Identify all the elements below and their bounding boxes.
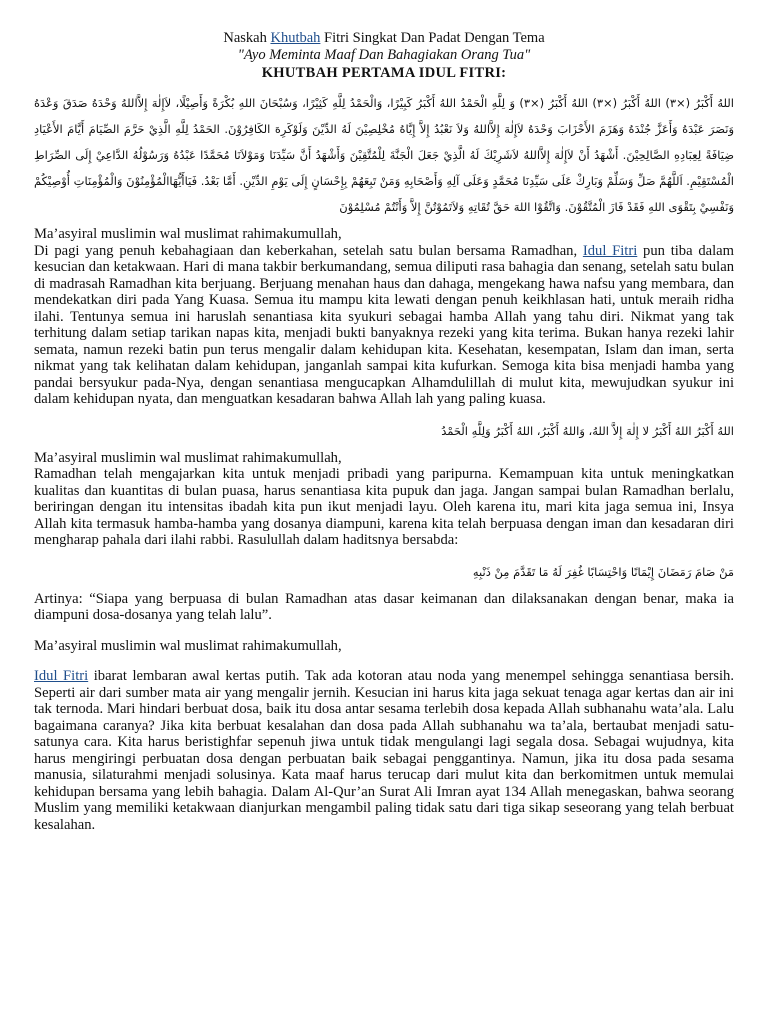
document-subtitle: "Ayo Meminta Maaf Dan Bahagiakan Orang Tua" <box>237 47 531 63</box>
hadith-translation: Artinya: “Siapa yang berpuasa di bulan Ramadhan atas dasar keimanan dan dilaksanakan dengan benar, maka ia diampuni dosa-dosanya yang telah lalu”. <box>34 590 734 623</box>
paragraph-3-text: ibarat lembaran awal kertas putih. Tak ada kotoran atau noda yang menempel sehingga senantiasa bersih. Seperti air dari sumber mata air yang mengalir jernih. Kesucian ini harus kita jaga sekuat tenaga agar kertas dan air ini tak ternoda. Mari hindari berbuat dosa, baik itu dosa antar sesama terlebih dosa kepada Allah subhanahu wata’ala. Lalu bagaimana caranya? Jika kita berbuat kesalahan dan dosa pada Allah subhanahu wa ta’ala, bertaubat menjadi satu-satunya cara. Kita harus beristighfar sepenuh jiwa untuk tidak mengulangi lagi segala dosa. Sebagai wujudnya, kita harus mengiringi perbuatan dosa dengan perbuatan baik sebagai penggantinya. Namun, jika itu dosa pada sesama manusia, silaturahmi menjadi solusinya. Kata maaf harus terucap dari mulut kita dan berkomitmen untuk memulai kehidupan bersama yang lebih bahagia. Dalam Al-Qur’an Surat Ali Imran ayat 134 Allah menegaskan, bahwa seorang Muslim yang memiliki ketakwaan dianjurkan mengambil paling tidak satu dari tiga sikap seseorang yang telah berbuat kesalahan. <box>34 668 734 833</box>
greeting-1: Ma’asyiral muslimin wal muslimat rahimakumullah, <box>34 226 342 242</box>
paragraph-1-text-b: pun tiba dalam kesucian dan ketakwaan. Hari di mana takbir berkumandang, semua diliputi rasa bahagia dan senang, setelah satu bulan di madrasah Ramadhan kita berjuang. Berjuang menahan haus dan dahaga, mengekang hawa nafsu yang membara, dan mendekatkan diri pada Yang Kuasa. Semua itu mampu kita lewati dengan penuh keikhlasan hati, untuk meraih ridha ilahi. Tentunya semua ini haruslah senantiasa kita syukuri sebagai hamba Allah yang tahu diri. Nikmat yang tak terhitung dalam setiap tarikan napas kita, menjadi bukti banyaknya rezeki yang kita terima. Bukan hanya rezeki lahir semata, namun rezeki batin pun terus mengalir dalam kehidupan kita. Kesehatan, kesempatan, Islam dan iman, serta nikmat yang tak kelihatan dalam kehidupan, janganlah sampai kita kufurkan. Semoga kita bisa menjadi hamba yang pandai bersyukur pada-Nya, dengan senantiasa mengucapkan Alhamdulillah di mulut kita, mewujudkan syukur ini dalam kehidupan nyata, dan menguatkan kesadaran bahwa Allah lah yang paling kuasa. <box>34 242 734 407</box>
paragraph-3 <box>34 668 734 833</box>
spacer <box>34 624 734 638</box>
greeting-2: Ma’asyiral muslimin wal muslimat rahimakumullah, <box>34 449 342 466</box>
khutbah-link[interactable]: Khutbah <box>270 30 321 46</box>
paragraph-1 <box>34 243 734 408</box>
title-suffix: Fitri Singkat Dan Padat Dengan Tema <box>320 30 545 46</box>
paragraph-1-text-a: Di pagi yang penuh kebahagiaan dan keberkahan, setelah satu bulan bersama Ramadhan, <box>34 242 583 259</box>
arabic-hadith: مَنْ صَامَ رَمَضَانَ إِيْمَانًا وَاحْتِسَابًا غُفِرَ لَهُ مَا تَقَدَّمَ مِنْ ذَنْبِهِ <box>472 564 734 579</box>
section-heading: KHUTBAH PERTAMA IDUL FITRI: <box>261 65 507 81</box>
idul-fitri-link-2[interactable]: Idul Fitri <box>34 668 89 684</box>
arabic-takbir: اللهُ أَكْبَرُ اللهُ أَكْبَرُ لا إِلٰهَ إِلاَّ اللهُ، وَاللهُ أَكْبَرُ، اللهُ أَكْبَرُ وَلِلَّهِ الْحَمْدُ <box>441 423 734 438</box>
idul-fitri-link-1[interactable]: Idul Fitri <box>582 242 638 259</box>
greeting-3: Ma’asyiral muslimin wal muslimat rahimakumullah, <box>34 637 342 654</box>
paragraph-2: Ramadhan telah mengajarkan kita untuk menjadi pribadi yang paripurna. Kemampuan kita untuk meningkatkan kualitas dan kuantitas di bulan puasa, harus senantiasa kita pupuk dan jaga. Jangan sampai bulan Ramadhan berlalu, beriringan dengan itu intensitas ibadah kita pun ikut menjadi layu. Oleh karena itu, mari kita jaga semua ini, Insya Allah kita termasuk hamba-hamba yang dosanya diampuni, karena kita telah berpuasa dengan iman dan kesadaran diri mengharap pahala dari ilahi rabbi. Rasulullah dalam haditsnya bersabda: <box>34 466 734 548</box>
spacer <box>34 654 734 668</box>
arabic-opening-prayer: اللهُ أَكْبَرُ (×٣) اللهُ أَكْبَرُ (×٣) اللهُ أَكْبَرُ (×٣) وَ لِلَّهِ الْحَمْدُ اللهُ أَكْبَرُ كَبِيْرًا، وَالْحَمْدُ لِلَّهِ كَثِيْرًا، وَسُبْحَانَ اللهِ بُكْرَةً وَأَصِيْلًا، لاَإِلٰهَ إِلاَّاللهُ وَحْدَهُ صَدَقَ وَعْدَهُ وَنَصَرَ عَبْدَهُ وَأَعَزَّ جُنْدَهُ وَهَزَمَ الأَحْزَابَ وَحْدَهُ لاَإِلٰهَ إِلاَّاللهُ وَلاَ نَعْبُدُ إِلاَّ إِيَّاهُ مُخْلِصِيْنَ لَهُ الدِّيْنَ وَلَوْكَرِهَ الكَافِرُوْنَ. الحَمْدُ لِلَّهِ الَّذِيْ حَرَّمَ الصِّيَامَ أَيَّامَ الأَعْيَادِ ضِيَافَةً لِعِبَادِهِ الصَّالِحِيْنَ. أَشْهَدُ أَنْ لاَإِلٰهَ إِلاَّاللهُ لاَشَرِيْكَ لَهُ الَّذِيْ جَعَلَ الْجَنَّةَ لِلْمُتَّقِيْنَ وَأَشْهَدُ أَنَّ سَيِّدَنَا وَمَوْلاَنَا مُحَمَّدًا عَبْدُهُ وَرَسُوْلُهُ الدَّاعِيْ إِلَى الصِّرَاطِ الْمُسْتَقِيْمِ. اَللَّهُمَّ صَلِّ وَسَلِّمْ وَبَارِكْ عَلَى سَيِّدِنَا مُحَمَّدٍ وَعَلَى آلِهِ وَأَصْحَابِهِ وَمَنْ تَبِعَهُمْ بِإِحْسَانٍ إِلَى يَوْمِ الدِّيْنِ. أَمَّا بَعْدُ. فَيَاأَيُّهَاالْمُؤْمِنُوْنَ وَالْمُؤْمِنَاتِ أُوْصِيْكُمْ وَنَفْسِيْ بِتَقْوَى اللهِ فَقَدْ فَازَ الْمُتَّقُوْنَ. وَاتَّقُوْا اللهَ حَقَّ تُقَاتِهِ وَلاَتَمُوْتُنَّ إِلاَّ وَأَنْتُمْ مُسْلِمُوْنَ <box>34 96 735 214</box>
title-prefix: Naskah <box>223 30 271 46</box>
document-title <box>34 30 734 47</box>
